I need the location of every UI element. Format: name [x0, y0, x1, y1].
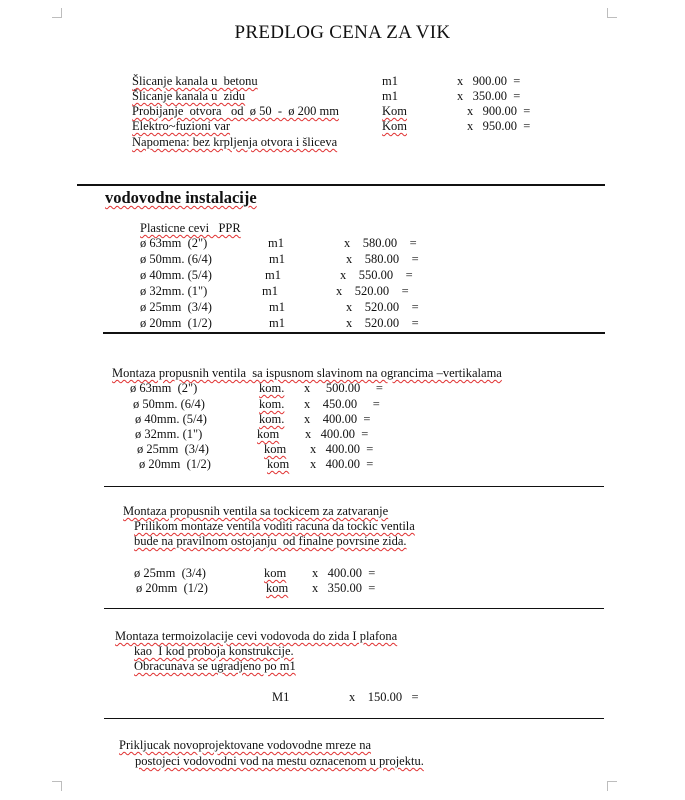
- valve-price: x 400.00 =: [310, 442, 374, 456]
- valve-unit: kom.: [259, 412, 285, 426]
- pipe-size: ø 40mm. (5/4): [140, 268, 212, 282]
- valve-size: ø 40mm. (5/4): [135, 412, 207, 426]
- item-description: Šlicanje kanala u betonu: [132, 74, 258, 88]
- valve-size: ø 25mm (3/4): [137, 442, 209, 456]
- document-title: PREDLOG CENA ZA VIK: [234, 22, 451, 43]
- valve-price: x 400.00 =: [304, 412, 371, 426]
- pipe-price: x 580.00 =: [344, 236, 417, 250]
- item-price: x 900.00 =: [457, 74, 521, 88]
- pipe-size: ø 63mm (2"): [140, 236, 208, 250]
- section-heading: vodovodne instalacije: [105, 188, 257, 207]
- valves-wheel-divider: [104, 608, 604, 609]
- connection-line: Prikljucak novoprojektovane vodovodne mreze na: [119, 738, 372, 752]
- page-corner-mark-bottom-right: [607, 781, 617, 791]
- pipes-divider: [103, 332, 605, 334]
- pipe-row: [140, 285, 540, 298]
- item-unit: m1: [382, 89, 398, 103]
- item-price: x 950.00 =: [467, 119, 531, 133]
- pipe-price: x 550.00 =: [340, 268, 413, 282]
- valve-price: x 400.00 =: [310, 457, 374, 471]
- valve-row: [134, 567, 534, 580]
- valve-row: [136, 582, 536, 595]
- valve-unit: kom: [267, 457, 290, 471]
- valve-row: [137, 443, 537, 456]
- pipe-row: [140, 301, 540, 314]
- insulation-divider: [104, 718, 604, 719]
- item-description: Šlicanje kanala u zidu: [132, 89, 246, 103]
- item-unit: Kom: [382, 104, 407, 118]
- item-price: x 350.00 =: [457, 89, 521, 103]
- valve-row: [139, 458, 539, 471]
- valves-wheel-note-line: bude na pravilnom ostojanju od finalne povrsine zida.: [134, 534, 407, 548]
- intro-item: [132, 105, 582, 118]
- valve-size: ø 20mm (1/2): [139, 457, 211, 471]
- valve-row: [130, 382, 530, 395]
- section-divider: [77, 184, 605, 186]
- valve-size: ø 50mm. (6/4): [133, 397, 205, 411]
- item-price: x 900.00 =: [467, 104, 531, 118]
- pipe-unit: m1: [268, 236, 284, 250]
- valve-size: ø 25mm (3/4): [134, 566, 206, 580]
- insulation-line: Montaza termoizolacije cevi vodovoda do zida I plafona: [115, 629, 398, 643]
- valve-price: x 400.00 =: [312, 566, 376, 580]
- pipe-price: x 520.00 =: [336, 284, 409, 298]
- connection-line: postojeci vodovodni vod na mestu oznacenom u projektu.: [135, 754, 424, 768]
- valve-size: ø 20mm (1/2): [136, 581, 208, 595]
- pipe-row: [140, 253, 540, 266]
- valve-row: [135, 413, 535, 426]
- valve-price: x 500.00 =: [304, 381, 383, 395]
- intro-note: Napomena: bez krpljenja otvora i šliceva: [132, 135, 338, 149]
- valve-unit: kom: [266, 581, 289, 595]
- insulation-line: kao I kod proboja konstrukcije.: [134, 644, 294, 658]
- pipe-row: [140, 269, 540, 282]
- pipe-price: x 580.00 =: [346, 252, 419, 266]
- item-description: Probijanje otvora od ø 50 - ø 200 mm: [132, 104, 339, 118]
- pipe-unit: m1: [269, 252, 285, 266]
- valve-size: ø 63mm (2"): [130, 381, 198, 395]
- page-corner-mark-top-right: [607, 8, 617, 18]
- intro-item: [132, 120, 582, 133]
- valve-row: [133, 398, 533, 411]
- pipe-unit: m1: [265, 268, 281, 282]
- valve-unit: kom: [257, 427, 280, 441]
- pipe-row: [140, 237, 540, 250]
- pipe-size: ø 25mm (3/4): [140, 300, 212, 314]
- pipe-unit: m1: [269, 300, 285, 314]
- pipe-size: ø 50mm. (6/4): [140, 252, 212, 266]
- valve-price: x 350.00 =: [312, 581, 376, 595]
- pipe-unit: m1: [262, 284, 278, 298]
- insulation-unit: M1: [272, 690, 290, 704]
- pipe-size: ø 20mm (1/2): [140, 316, 212, 330]
- valve-price: x 400.00 =: [305, 427, 369, 441]
- pipe-price: x 520.00 =: [346, 300, 419, 314]
- pipes-title: Plasticne cevi PPR: [140, 221, 241, 235]
- valve-unit: kom: [264, 566, 287, 580]
- valves-wheel-title: Montaza propusnih ventila sa tockicem za zatvaranje: [123, 504, 389, 518]
- page-corner-mark-bottom-left: [52, 781, 62, 791]
- valve-unit: kom: [264, 442, 287, 456]
- valves-drain-title: Montaza propusnih ventila sa ispusnom slavinom na ograncima –vertikalama: [112, 366, 502, 380]
- valve-price: x 450.00 =: [304, 397, 380, 411]
- insulation-price: x 150.00 =: [349, 690, 419, 704]
- valve-row: [135, 428, 535, 441]
- item-description: Elektro~fuzioni var: [132, 119, 231, 133]
- pipe-unit: m1: [269, 316, 285, 330]
- pipe-size: ø 32mm. (1"): [140, 284, 208, 298]
- valves-drain-divider: [104, 486, 604, 487]
- valve-unit: kom.: [259, 381, 285, 395]
- pipe-price: x 520.00 =: [346, 316, 419, 330]
- item-unit: m1: [382, 74, 398, 88]
- item-unit: Kom: [382, 119, 407, 133]
- page-corner-mark-top-left: [52, 8, 62, 18]
- insulation-line: Obracunava se ugradjeno po m1: [134, 659, 296, 673]
- intro-item: [132, 90, 582, 103]
- insulation-row: [272, 691, 472, 704]
- valve-unit: kom.: [259, 397, 285, 411]
- intro-item: [132, 75, 582, 88]
- valves-wheel-note-line: Prilikom montaze ventila voditi racuna da tockic ventila: [134, 519, 415, 533]
- pipe-row: [140, 317, 540, 330]
- valve-size: ø 32mm. (1"): [135, 427, 203, 441]
